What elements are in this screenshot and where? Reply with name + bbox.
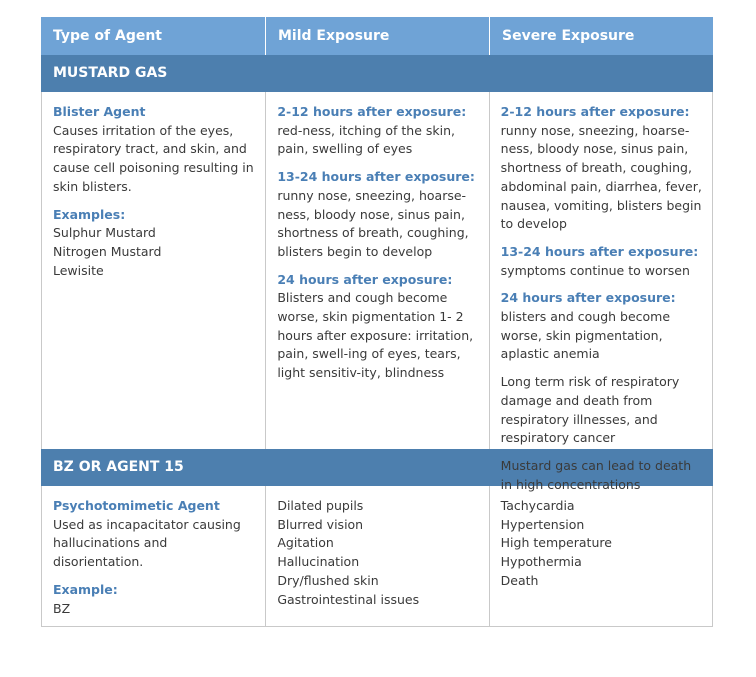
- severe-exposure-cell: [489, 486, 712, 626]
- examples-label: Examples:: [53, 206, 126, 222]
- symptom-text: Blisters and cough become worse, skin pigmentation 1- 2 hours after exposure: irritation, pain, swell-ing of eyes, tears, light sensitiv-ity, blindness: [277, 290, 474, 381]
- symptom-text: runny nose, sneezing, hoarse-ness, bloody nose, sinus pain, shortness of breath, coughing, blisters begin to develop: [277, 187, 469, 259]
- symptom-text: blisters and cough become worse, skin pigmentation, aplastic anemia: [500, 309, 671, 362]
- examples-label: Example:: [53, 581, 118, 597]
- example-item: Sulphur Mustard: [53, 225, 156, 241]
- symptom-block: [277, 271, 478, 383]
- symptom-block: [277, 103, 478, 159]
- symptom-text: Mustard gas can lead to death in high concentrations: [500, 457, 692, 492]
- example-item: Nitrogen Mustard: [53, 243, 162, 259]
- symptom-block: [501, 103, 702, 234]
- symptom-block: [501, 243, 702, 280]
- time-heading: 13-24 hours after exposure:: [277, 169, 475, 185]
- severe-exposure-cell: [489, 92, 712, 492]
- time-heading: 24 hours after exposure:: [500, 290, 676, 306]
- example-item: Lewisite: [53, 262, 104, 278]
- section-title-bz-agent-15: BZ OR AGENT 15: [41, 449, 713, 486]
- table-row: [41, 486, 713, 627]
- symptom-block: [501, 289, 702, 364]
- agent-cell: [42, 92, 265, 449]
- time-heading: 2-12 hours after exposure:: [500, 104, 690, 119]
- agent-description: Used as incapacitator causing hallucinations and disorientation.: [53, 516, 241, 570]
- symptom-text: symptoms continue to worsen: [500, 262, 690, 278]
- symptom-block: [501, 373, 702, 448]
- symptom-text: Long term risk of respiratory damage and death from respiratory illnesses, and respiratory cancer: [500, 374, 680, 446]
- symptom-item: Hallucination: [277, 554, 360, 570]
- agent-cell: [42, 486, 265, 626]
- symptom-item: High temperature: [500, 535, 612, 551]
- agent-exposure-table: [41, 17, 713, 627]
- header-type-of-agent: Type of Agent: [53, 28, 162, 44]
- symptom-item: Hypertension: [500, 516, 585, 532]
- symptom-text: runny nose, sneezing, hoarse-ness, bloody nose, sinus pain, shortness of breath, coughing, abdominal pain, diarrhea, fever, nausea, vomiting, blisters begin to develop: [500, 122, 702, 232]
- header-severe-exposure: Severe Exposure: [489, 17, 713, 55]
- table-header-row: [41, 17, 713, 55]
- time-heading: 13-24 hours after exposure:: [500, 243, 699, 259]
- symptom-item: Dry/flushed skin: [277, 572, 379, 588]
- example-item: BZ: [53, 600, 71, 616]
- time-heading: 24 hours after exposure:: [277, 271, 453, 287]
- symptom-item: Tachycardia: [500, 498, 575, 513]
- agent-description: Causes irritation of the eyes, respiratory tract, and skin, and cause cell poisoning resulting in skin blisters.: [53, 122, 254, 194]
- symptom-item: Hypothermia: [500, 554, 582, 570]
- symptom-block: [277, 168, 478, 262]
- time-heading: 2-12 hours after exposure:: [277, 104, 467, 119]
- symptom-item: Dilated pupils: [277, 498, 364, 513]
- symptom-item: Blurred vision: [277, 516, 364, 532]
- mild-exposure-cell: [265, 486, 488, 626]
- agent-type-label: Blister Agent: [53, 104, 146, 119]
- symptom-text: red-ness, itching of the skin, pain, swelling of eyes: [277, 122, 456, 157]
- agent-type-label: Psychotomimetic Agent: [53, 498, 220, 513]
- symptom-item: Gastrointestinal issues: [277, 591, 420, 607]
- section-title-mustard-gas: MUSTARD GAS: [41, 55, 713, 92]
- mild-exposure-cell: [265, 92, 488, 449]
- symptom-item: Death: [500, 572, 539, 588]
- header-mild-exposure: Mild Exposure: [265, 17, 489, 55]
- symptom-item: Agitation: [277, 535, 334, 551]
